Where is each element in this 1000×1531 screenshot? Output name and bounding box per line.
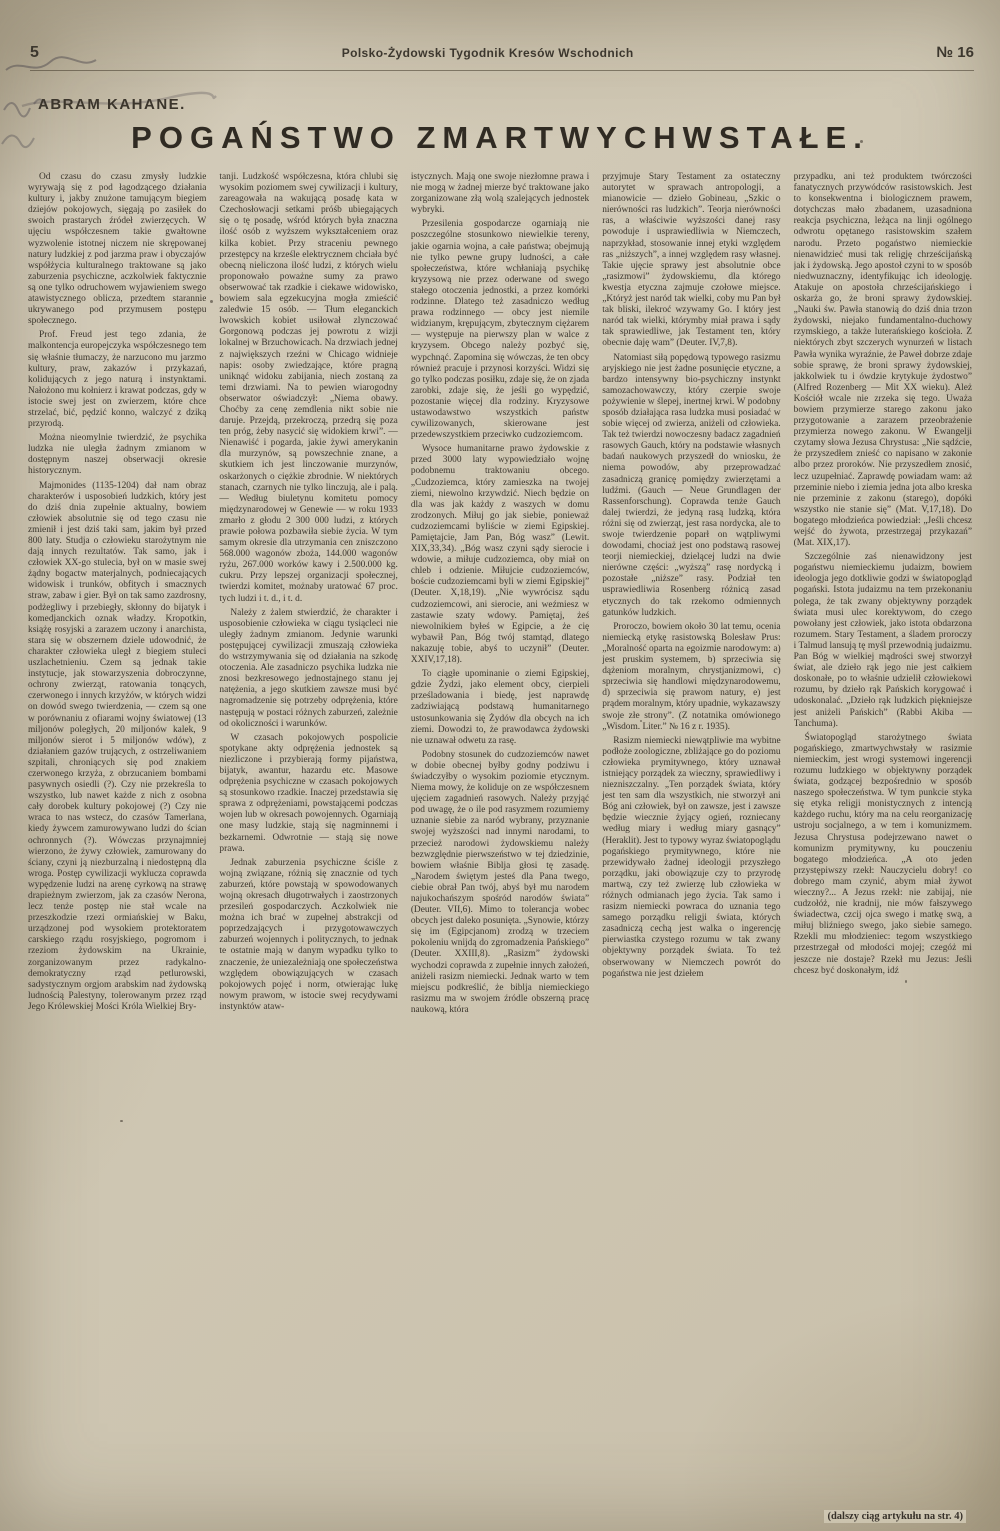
- paragraph: Od czasu do czasu zmysły ludzkie wyrywają się z pod łagodzącego działania kultury i, jakby znużone tamującym biegiem dziejów pokojowych, sięgają po zasiłek do swoich prastarych źródeł zwierzęcych. W ujęciu współczesnem takie gwałtowne wyzwolenie istotnej niczem nie skrępowanej natury ludzkiej z pod jarzma praw i obyczajów współżycia kulturalnego traktowane są jako zaburzenia psychiczne, aczkolwiek faktycznie są one tylko odruchowem wyjawieniem swego atawistycznego oblicza, przedtem starannie ukrywanego pod przymusem postępu społecznego.: [28, 172, 207, 327]
- paragraph: przypadku, ani też produktem twórczości fanatycznych przywódców rasistowskich. Jest to konsekwentna i biologicznem prawem, dotychczas mało zbadanem, uzasadniona reakcja psychiczna, leżąca na linji ogólnego odwrotu opętanego rasistowskim szałem narodu. Przeto pogaństwo niemieckie nienawidzieć musi tak religję chrześcijańską jak i żydowską. Jego apostoł czyni to w sposób niedwuznaczny, identyfikując ich ideologję. Atakuje on apostoła chrześcijańskiego i oskarża go, że broni sprawy żydowskiej. „Nauki św. Pawła stanowią do dziś dnia trzon żydowski, niejako fundamentalno-duchowy rzymskiego, a także luterańskiego kościoła. Z niektórych zbyt szczerych wynurzeń w listach Pawła wynika wyraźnie, że Paweł dobrze zdaje sobie sprawę, że broni sprawy żydowskiej, jakkolwiek tu i ówdzie krytykuje żydostwo” (Alfred Rozenberg — Mit XX wieku). Ależ Kościół wcale nie zrzeka się tego. Uważa bowiem przymierze starego zakonu jako przygotowanie a zarazem przeobrażenie przymierza nowego zakonu. W Ewangelji czytamy słowa Jezusa Chrystusa: „Nie sądźcie, że przyszedłem znieść co napisano w zakonie albo przez proroków. Nie przyszedłem znosić, lecz uzupełniać. Zaprawdę powiadam wam: aż przeminie niebo i ziemia jedna jota albo kreska nie przeminie z zakonu (starego), dopóki wszystko nie stanie się” (Mat. V,17,18). Do bogatego młodzieńca powiedział: „Jeśli chcesz wejść do żywota, przestrzegaj przykazań” (Mat. XIX,17).: [793, 172, 973, 549]
- paragraph: To ciągłe upominanie o ziemi Egipskiej, gdzie Żydzi, jako element obcy, cierpieli prześladowania i biedę, jest naprawdę zadziwiającą podstawą humanitarnego ustosunkowania się Żydów dla obcych na ich ziemi. Dowodzi to, że prawodawca żydowski nie uznawał odwetu za rasę.: [410, 669, 590, 746]
- paragraph: Prof. Freud jest tego zdania, że malkontencja europejczyka współczesnego tem się właśnie tłumaczy, że narzucono mu jarzmo kultury, praw, zakazów i przykazań, kolidujących z jego naturą i instynktami. Nałożono mu kołnierz i krawat podczas, gdy w istocie swej jest on zwierzem, które chce strzelać, bić, pędzić konno, walczyć z dziką przyrodą.: [28, 330, 207, 430]
- paragraph: Przesilenia gospodarcze ogarniają nie poszczególne stosunkowo niewielkie tereny, jakie ogarnia wojna, a całe państwa; obejmują nie tylko pewne grupy ludności, a całe społeczeństwa, które wchłaniają psychikę kryzysową nie przez oderwane od swego stałego otoczenia jednostki, a przez komórki rodzinne. Dlatego też zasadniczo według prawa rodzinnego — obcy jest niemile widzianym, krępującym, zbytecznym ciężarem — występuje na pierwszy plan w walce z kryzysem. Obcego należy pozbyć się, wypchnąć. Zapomina się wówczas, że ten obcy również pracuje i przynosi korzyści. Widzi się go tylko podczas posiłku, zdaje się, że on zjada zarobki, zdaje się, że jeśli go wypędzić, pozostanie więcej dla rodziny. Kryzysowe ustawodawstwo wszystkich państw cywilizowanych, skierowane jest przedewszystkiem przeciwko cudzoziemcom.: [410, 219, 590, 441]
- article-column-4: [602, 172, 780, 1521]
- paragraph: Podobny stosunek do cudzoziemców nawet w dobie obecnej byłby godny podziwu i świadczyłby o wysokim poziomie etycznym. Niema mowy, że koliduje on ze współczesnem ujęciem zagadnień rasowych. Należy przyjąć pod uwagę, że o ile pod rasyzmem rozumiemy uznanie siebie za naród wybrany, przyznanie swojej wyższości nad innymi narodami, to przecież narodowi żydowskiemu należy bezwzględnie pierwszeństwo w tej dziedzinie, bowiem właśnie Biblja głosi tę zasadę. „Narodem świętym jesteś dla Pana twego, ciebie obrał Pan twój, abyś był mu narodem najukochańszym spośród narodów świata” (Deuter. VII,6). Mimo to tolerancja wobec obcych jest daleko posunięta. „Synowie, którzy się im (Egipcjanom) zrodzą w trzeciem pokoleniu wnijdą do zgromadzenia Pańskiego” (Deuter. XXIII,8). „Rasizm” żydowski wychodzi coprawda z zupełnie innych założeń, aniżeli rasizm niemiecki. Jednak warto w tem miejscu podkreślić, że biblja niemieckiego rasizmu ma w swojem źródle obszerną pracę naukową, która: [410, 749, 590, 1015]
- article-author: ABRAM KAHANE.: [38, 96, 186, 113]
- page-number: 5: [30, 44, 39, 61]
- paragraph: Majmonides (1135-1204) dał nam obraz charakterów i usposobień ludzkich, który jest do dziś dnia zupełnie aktualny, bowiem człowiek absolutnie się od tego czasu nie zmienił i jest dziś taki sam, jakim był przed 800 laty. Studja o człowieku starożytnym nie dają innych rezultatów. Tak samo, jak i człowiek XX-go stulecia, był on w masie swej żądny bogactw materjalnych, podniecających widowisk i trunków, obfitych i smacznych straw, zabaw i gier. Był on tak samo zazdrosny, podżegliwy i przebiegły, skłonny do bijatyk i komedjanckich oznak władzy. Kropotkin, książę rosyjski a zarazem uczony i anarchista, stara się w obszernem dziele udowodnić, że charakter człowieka uległ z biegiem stuleci uszlachetnieniu. Czem są jednak takie instytucje, jak stowarzyszenia dobroczynne, ochrony zwierząt, ratowania tonących, czerwonego i innych krzyżów, w których widzi on dowód swego twierdzenia, — czem są one w porównaniu z ofiarami wojny światowej (13 miljonów poległych, 20 miljonów kalek, 9 miljonów sierot i 5 miljonów wdów), z działaniem gazów trujących, z ostrzeliwaniem szpitali, chroniących się pod znakiem czerwonego krzyża, z obrzucaniem bombami pasywnych osiedli (?). Czy nie przekreśla to wszystko, lub nawet każde z nich z osobna cały dorobek kultury pokojowej (?) Czy nie wraca to nas wstecz, do czasów Tamerlana, kiedy żywcem zamurowywano ludzi do ścian ochronnych (?). Wówczas przynajmniej wierzono, że żywy człowiek, zamurowany do ściany, czyni ją niezburzalną i niedostępną dla wroga. Postęp cywilizacji wyklucza coprawda wypędzenie ludzi na arenę cyrkową na strawę drapieżnym zwierzom, jak za czasów Nerona, lecz tenże postęp nie stał wcale na przeszkodzie rzezi ormiańskiej w Baku, urządzonej pod wysokiem protektoratem carskiego rządu rosyjskiego, pogromom i rzeziom żydowskim na Ukrainie, zorganizowanym przez radykalno-demokratyczny rząd petlurowski, sadystycznym orgjom arabskim nad żydowską ludnością Palestyny, tolerowanym przez rząd Jego Królewskiej Mości Króla Wielkiej Bry-: [28, 480, 207, 1012]
- publication-title: Polsko-Żydowski Tygodnik Kresów Wschodnich: [341, 46, 634, 60]
- article-column-3: [411, 172, 589, 1521]
- continuation-note: (dalszy ciąg artykułu na str. 4): [824, 1510, 966, 1523]
- paragraph: istycznych. Mają one swoje niezłomne prawa i nie mogą w żadnej mierze być traktowane jako zorganizowane złą wolą szalejących jednostek wybryki.: [410, 172, 590, 216]
- paragraph: przyjmuje Stary Testament za ostateczny autorytet w sprawach antropologji, a mianowicie — dzieło Gobineau, „Szkic o nierówności ras ludzkich”. Teorja nierówności ras, a właściwie wyższości danej rasy powoduje i usprawiedliwia w Niemczech, naprzykład, stosowanie innej etyki względem ras „niższych”, a innej względem rasy własnej. Takie ujęcie sprawy jest absolutnie obce „rasizmowi” żydowskiemu, dla którego kwestja etyczna zajmuje czołowe miejsce. „Któryż jest naród tak wielki, coby mu Pan był tak bliski, ilekroć wzywamy Go. I który jest naród tak wielki, którymby miał prawa i sądy tak sprawiedliwe, jak Testament ten, który obecnie daję wam” (Deuter. IV,7,8).: [602, 172, 781, 349]
- article-body: [28, 172, 972, 1521]
- issue-number: № 16: [936, 44, 974, 61]
- paragraph: tanji. Ludzkość współczesna, która chlubi się wysokim poziomem swej cywilizacji i kultury, zareagowała na wakującą posadę kata w Czechosłowacji setkami próśb ubiegających się o tę posadę, wśród których była znaczna ilość osób z wyższem wykształceniem oraz kilka kobiet. Przy straceniu pewnego przestępcy na krześle elektrycznem chciała być obecną nieliczona ilość ludzi, z których wielu proponowało poważne sumy za prawo obserwować tak rzadkie i ciekawe widowisko, bowiem sala egzekucyjna mogła zmieścić zaledwie 15 osób. — Tłum eleganckich lwowskich kobiet usiłował zlynczować Gorgonową podczas jej powrotu z wizji lokalnej w Brzuchowicach. Na drzwiach jednej z największych rzeźni w Chicago widnieje napis: osoby zwiedzające, które pragną uniknąć widoku zabijania, niech zostaną za temi drzwiami. Na to pewien wiarogodny obserwator oświadczył: „Niema obawy. Choćby za cenę zemdlenia nikt sobie nie daruje. Przejdą, przekroczą, przedrą się poza ten próg, żeby nasycić się widokiem krwi”. — Nienawiść i pogarda, jakie żywi amerykanin dla murzynów, są powszechnie znane, a skutkiem ich jest linczowanie murzynów, oskarżonych o ciężkie zbrodnie. W niektórych stanach, czarnych nie tylko linczują, ale i palą. — Według biuletynu komitetu pomocy międzynarodowej w Genewie — w roku 1933 zmarło z głodu 2 300 000 ludzi, z których prawie połowa pozbawiła siebie życia. W tym samym okresie dla utrzymania cen zniszczono 568.000 wagonów zboża, 144.000 wagonów ryżu, 267.000 worków kawy i 2.500.000 kg. cukru. Przy lepszej organizacji społecznej, twierdzi komitet, możnaby uratować 67 proc. tych ludzi i t. d., i t. d.: [219, 172, 398, 604]
- article-column-5: [794, 172, 972, 1521]
- paragraph: Światopogląd starożytnego świata pogańskiego, zmartwychwstały w rasizmie niemieckim, jest wrogi systemowi ingerencji rozumu ludzkiego w objektywny porządek świata, godzącej bezpośrednio w sposób naszego społeczeństwa. W tym punkcie styka się etyka religji monistycznych z intencją każdego ruchu, który ma na celu reorganizację ustroju socjalnego, a w tem i komunizmem. Jezusa Chrystusa podejrzewano nawet o komunizm prymitywny, ku pouczeniu bogatego młodzieńca. „A oto jeden przystępiwszy rzekł: Nauczycielu dobry! co dobrego mam czynić, abym miał żywot wieczny?... A Jezus rzekł: nie zabijaj, nie cudzołóż, nie kradnij, nie mów fałszywego świadectwa, czcij ojca swego i matkę swą, a miłuj bliźniego swego, jako siebie samego. Rzekli mu młodzieniec: tegom wszystkiego przestrzegał od młodości mojej; czegóż mi jeszcze nie dostaje? Rzekł mu Jezus: Jeśli chcesz być doskonałym, idź: [793, 732, 973, 976]
- paragraph: Wysoce humanitarne prawo żydowskie z przed 3000 laty wypowiedziało wojnę podobnemu traktowaniu obcego. „Cudzoziemca, który zamieszka na twojej ziemi, niewolno krzywdzić. Niech będzie on dla was jak każdy z waszych w domu zrodzonych. Miłuj go jak siebie, ponieważ cudzoziemcami byliście w ziemi Egipskiej. Pamiętajcie, Jam Pan, Bóg wasz” (Lewit. XIX,33,34). „Bóg wasz czyni sądy sierocie i wdowie, a miłuje cudzoziemca, oby miał on chleb i odzienie. Miłujcie cudzoziemców, boście cudzoziemcami byli w ziemi Egipskiej” (Deuter. X,18,19). „Nie wywrócisz sądu cudzoziemcowi, ani sierocie, ani weźmiesz w zastawie szaty wdowy. Pamiętaj, żeś niewolnikiem byłeś w Egipcie, a że cię wybawił Pan, Bóg twój stamtąd, dlatego nakazuję tobie, abyś to uczynił” (Deuter. XXIV,17,18).: [410, 444, 590, 666]
- paragraph: W czasach pokojowych pospolicie spotykane akty odprężenia jednostek są niezliczone i przybierają formy pijaństwa, bijatyk, awantur, hazardu etc. Masowe odprężenia psychiczne w czasach pokojowych są stosunkowo rzadkie. Inaczej przedstawia się sprawa z odprężeniami, powstającemi podczas wojen lub w okresach powojennych. Ogarniają one masy ludzkie, stają się nagminnemi i bezkarnemi. Odwrotnie — stają się nowe prawa.: [219, 732, 398, 854]
- paragraph: Jednak zaburzenia psychiczne ściśle z wojną związane, różnią się znacznie od tych zaburzeń, które powstają w spowodowanych wojną okresach długotrwałych i zaostrzonych przesileń gospodarczych. Aczkolwiek nie można ich brać w zupełnej abstrakcji od poprzedzających i przygotowawczych zaburzeń wojennych i politycznych, to jednak te ostatnie mają w danym wypadku tylko to znaczenie, że uniezależniają one społeczeństwa względem obowiązujących w czasach pokojowych pojęć i norm, otwierając lukę nowym prawom, w istocie swej recydywami instynktów ataw-: [219, 857, 398, 1012]
- paragraph: Można nieomylnie twierdzić, że psychika ludzka nie uległa żadnym zmianom w dostępnym naszej obserwacji okresie historycznym.: [28, 433, 207, 477]
- paragraph: Natomiast siłą popędową typowego rasizmu aryjskiego nie jest żadne posunięcie etyczne, a bardzo intensywny bio-psychiczny instynkt samozachowawczy, który czerpie swoje pożywienie w ślepej, inertnej krwi. W podobny sposób działająca rasa ludzka musi posiadać w sobie więcej od zwierza, aniżeli od człowieka. Tak też twierdzi nowoczesny badacz zagadnień rasowych Gauch, który na podstawie własnych badań naukowych przyszedł do wniosku, że niema powodów, aby przeprowadzać zasadniczą granicę pomiędzy zwierzętami a ludźmi. (Gauch — Neue Grundlagen der Rassenforschung). Coprawda tenże Gauch dalej twierdzi, że jedyną rasą ludzką, która różni się od zwierząt, jest rasa nordycka, ale to swoje twierdzenie poparł on wątpliwymi dowodami, chociaż jest ono podstawą rasowej teorji niemieckiej, dzielącej ludzi na dwie nierówne części: „wyższą” rasę nordycką i pozostałe „niższe” rasy. Podział ten usprawiedliwia Rosenberg różnicą zasad etycznych do tak rzekomo odmiennych gatunków ludzkich.: [602, 352, 781, 618]
- masthead: [30, 44, 974, 71]
- paragraph: Proroczo, bowiem około 30 lat temu, ocenia niemiecką etykę rasistowską Bolesław Prus: „Moralność oparta na egoizmie narodowym: a) jest pruskim systemem, b) sprzeciwia się dążeniom moralnym, chrystjanizmowi, c) sprzeciwia się handlowi międzynarodowemu, d) sprzeciwia się prawom natury, e) jest prądem moralnym, który upadnie, wykazawszy swoje złe strony”. (Z notatnika omówionego „Wisdom. Liter.” № 16 z r. 1935).: [602, 621, 781, 732]
- article-column-2: [219, 172, 397, 1521]
- paragraph: Rasizm niemiecki niewątpliwie ma wybitne podłoże zoologiczne, zbliżające go do poziomu człowieka prymitywnego, który uznawał istniejący porządek za wieczny, sprawiedliwy i niezniszczalny. „Ten porządek świata, który jest ten sam dla wszystkich, nie stworzył ani Bóg ani człowiek, był on zawsze, jest i zawsze będzie wiecznie żyjący ogień, rozniecany według miary i według miary gasnący” (Heraklit). Jest to typowy wyraz światopoglądu pogańskiego prymitywnego, które nie przewidywało żadnej ideologji przyszłego porządku, jaki obowiązuje czy to przyrodę martwą, czy też zwierzę lub człowieka w różnych odmianach jego życia. Tak samo i rasizm niemiecki powraca do uznania tego samego porządku religji świata, których zasadniczą cechą jest walka o ingerencję pierwiastka czystego rozumu w tak zwany objektywny porządek świata. To też obserwowany w Niemczech powrót do pogaństwa nie jest dziełem: [602, 735, 781, 979]
- paragraph: Szczególnie zaś nienawidzony jest pogaństwu niemieckiemu judaizm, bowiem ideologja jego dotkliwie godzi w światopogląd pogański. Istota judaizmu na tem przekonaniu polega, że tak zwany objektywny porządek świata musi ulec korektywom, do czego powołany jest człowiek, jako istota obdarzona rozumem. Stary Testament, a śladem proroczy i Talmud lansują tę myśl przewodnią judaizmu. Pan Bóg w wielkiej mądrości swej stworzył świat, ale dzieło rąk jego nie jest całkiem doskonałe, po to właśnie udzielił człowiekowi rozumu, by dzieło rąk Pańskich korygować i udoskonalać. „Dzieło rąk ludzkich piękniejsze jest aniżeli Pańskich” (Rabbi Akiba — Tanchuma).: [793, 552, 973, 729]
- article-column-1: [28, 172, 206, 1521]
- article-title: POGAŃSTWO ZMARTWYCHWSTAŁE.: [131, 120, 869, 155]
- paragraph: Należy z żalem stwierdzić, że charakter i usposobienie człowieka w ciągu tysiącleci nie uległy żadnym zmianom. Jedynie warunki postępującej cywilizacji zmuszają człowieka do wstrzymywania się od działania na szkodę otoczenia. Ale zasadniczo psychika ludzka nie znosi bezkresowego jednostajnego stanu jej natężenia, a jego skutkiem zawsze musi być nagromadzenie się potrzeby odprężenia, które następują w postaci różnych zaburzeń, zależnie od okoliczności i warunków.: [219, 607, 398, 729]
